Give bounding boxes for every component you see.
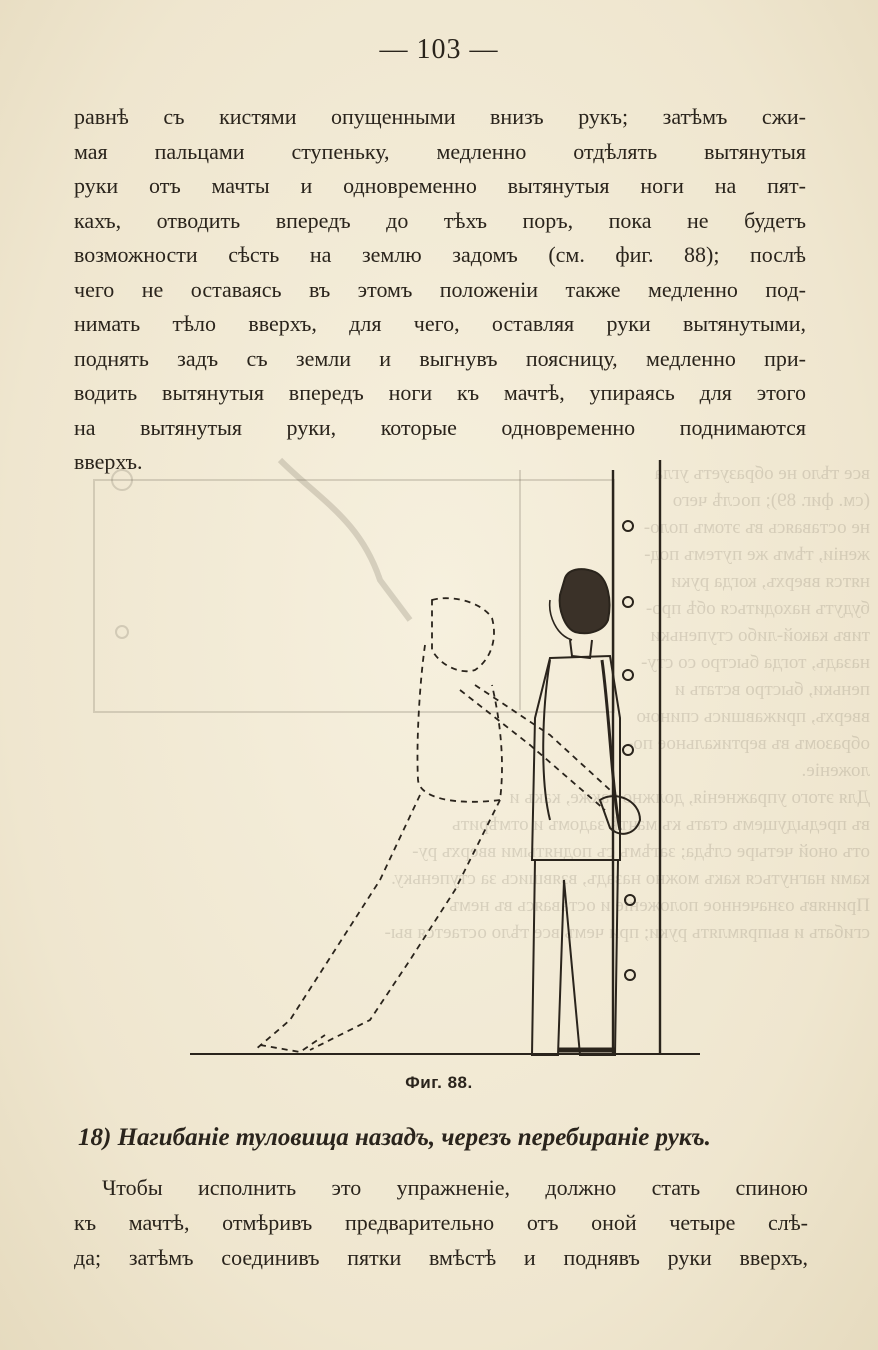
- text-line: возможности сѣсть на землю задомъ (см. фиг. 88); послѣ: [74, 242, 806, 267]
- paragraph-2: [74, 1170, 808, 1275]
- text-line: чего не оставаясь въ этомъ положеніи также медленно под-: [74, 276, 806, 302]
- bleed-line: отъ оной четыре слѣда; затѣмъ съ поднятыми вверхъ ру-: [412, 841, 870, 862]
- bleed-line: вверхъ, прижавшись спиною: [636, 706, 870, 727]
- text-line: водить вытянутыя впередъ ноги къ мачтѣ, упираясь для этого: [74, 380, 806, 405]
- text-line: на вытянутыя руки, которые одновременно поднимаются: [74, 414, 806, 440]
- bleed-line: Для этого упражненія, должно также, какъ и: [509, 787, 870, 808]
- text-line: нимать тѣло вверхъ, для чего, оставляя руки вытянутыми,: [74, 311, 806, 336]
- paragraph-1: [74, 100, 806, 480]
- text-line: да; затѣмъ соединивъ пятки вмѣстѣ и поднявъ руки вверхъ,: [74, 1245, 808, 1270]
- bleed-line: сгибать и выпрямлять руки; при чемъ все тѣло остается вы-: [384, 922, 870, 943]
- bleed-line: нятся вверхъ, когда руки: [671, 571, 870, 592]
- bleed-line: Принявъ означенное положеніе и оставаясь въ немъ: [449, 895, 870, 916]
- figure-caption: Фиг. 88.: [405, 1073, 473, 1092]
- text-line: къ мачтѣ, отмѣривъ предварительно отъ оной четыре слѣ-: [74, 1210, 808, 1235]
- text-line: мая пальцами ступеньку, медленно отдѣлять вытянутыя: [74, 138, 806, 164]
- text-line: Чтобы исполнить это упражненіе, должно стать спиною: [102, 1175, 808, 1200]
- page-number: — 103 —: [379, 34, 499, 65]
- figure-88: [80, 460, 800, 1060]
- bleed-line: не оставаясь въ этомъ поло-: [643, 517, 870, 538]
- mast-steps: [623, 521, 635, 980]
- text-line: руки отъ мачты и одновременно вытянутыя ноги на пят-: [74, 173, 806, 198]
- bleed-line: ложеніе.: [801, 760, 870, 781]
- bleed-line: пеньки, быстро встать и: [674, 679, 870, 700]
- bleed-line: (см. фиг. 89); послѣ чего: [672, 490, 870, 511]
- bleed-line: женіи, тѣмъ же путемъ под-: [644, 544, 870, 565]
- text-line: кахъ, отводить впередъ до тѣхъ поръ, пока не будетъ: [74, 207, 806, 233]
- standing-figure: [532, 569, 640, 1055]
- text-line: вверхъ.: [74, 449, 143, 474]
- bleed-through-figure: [94, 460, 614, 712]
- bleed-line: тивъ какой-либо ступеньки: [650, 625, 870, 646]
- bleed-line: все тѣло не образуетъ угла: [654, 463, 870, 484]
- bleed-line: назадъ, тогда быстро со сту-: [641, 652, 870, 673]
- mast-exercise-illustration: [80, 460, 800, 1060]
- bleed-line: въ предыдущемъ стать къ мачтѣ задомъ и отмѣрить: [452, 814, 870, 835]
- dotted-figure-leaning-back: [255, 598, 610, 1052]
- exercise-heading: 18) Нагибаніе туловища назадъ, черезъ перебираніе рукъ.: [78, 1124, 711, 1151]
- bleed-line: будутъ находиться обѣ про-: [645, 598, 870, 619]
- text-line: поднять задъ съ земли и выгнувъ поясницу, медленно при-: [74, 345, 806, 371]
- bleed-line: ками нагнуться какъ можно назадъ, взявшись за ступеньку.: [391, 868, 870, 889]
- bleed-line: образомъ въ вертикальное по-: [626, 733, 870, 754]
- text-line: равнѣ съ кистями опущенными внизъ рукъ; затѣмъ сжи-: [74, 104, 806, 129]
